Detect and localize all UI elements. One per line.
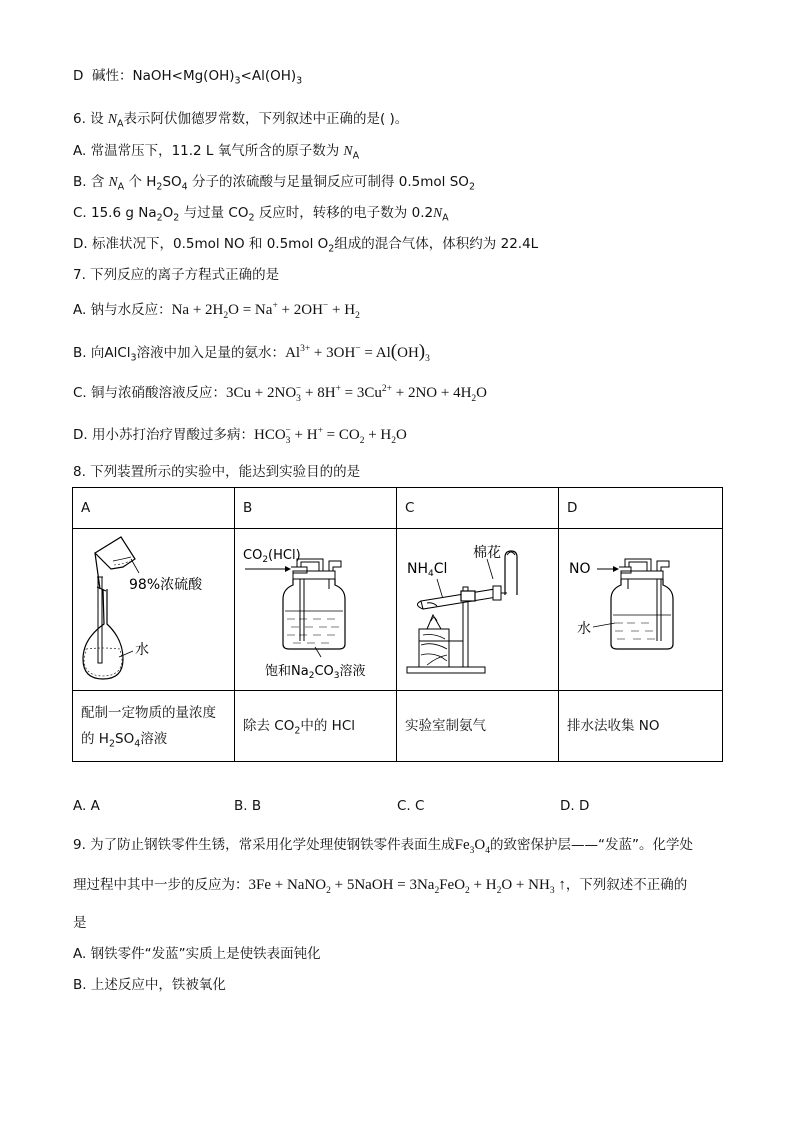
gas-washing-bottle-d xyxy=(559,529,723,686)
q8-choices xyxy=(73,798,713,818)
q9-option-b: B. 上述反应中，铁被氧化 xyxy=(73,977,226,993)
q7-equation-c: $3Cu + 2NO_3^- + 8H^+ = 3Cu^{2+} + 2NO + 4H_2O$ xyxy=(226,384,488,404)
header-b: B xyxy=(235,488,397,529)
svg-text:NH4Cl: $NH_4Cl$ xyxy=(407,561,448,579)
q8-stem: 8. 下列装置所示的实验中，能达到实验目的的是 xyxy=(73,464,361,480)
q7-option-d: D. 用小苏打治疗胃酸过多病：$HCO_3^- + H^+ = CO_2 + H_2O$ xyxy=(73,426,407,446)
q8-apparatus-table xyxy=(72,487,723,762)
svg-text:CO2(HCl): $CO_2(HCl)$ xyxy=(243,548,301,565)
q7-option-c: C. 铜与浓硝酸溶液反应：$3Cu + 2NO_3^- + 8H^+ = 3Cu^{2+} + 2NO + 4H_2O$ xyxy=(73,384,488,404)
label-co2-b: CO xyxy=(243,548,263,563)
q7-equation-b: $Al^{3+} + 3OH^- = Al(OH)_3$ xyxy=(285,341,430,364)
q6-option-a: A. 常温常压下，11.2 L 氧气所含的原子数为 $N_A$ xyxy=(73,143,360,162)
desc-d: 排水法收集 NO xyxy=(559,691,723,762)
q9-stem-line3: 是 xyxy=(73,915,87,931)
label-na2co3-b: 饱和Na xyxy=(265,664,309,679)
svg-text:饱和Na2CO3溶液: 饱和$Na_2CO_3$溶液 xyxy=(265,664,366,681)
choice-a[interactable]: A. A xyxy=(73,798,100,814)
gas-washing-bottle-b xyxy=(235,529,397,686)
label-water-d: 水 xyxy=(577,621,591,637)
q7-equation-d: $HCO_3^- + H^+ = CO_2 + H_2O$ xyxy=(253,426,407,446)
q9-equation: 3Fe + NaNO$_2$ + 5NaOH = $3Na_2FeO_2 + H_2O + NH_3$ ↑ xyxy=(248,877,566,896)
q9-stem-line1: 9. 为了防止钢铁零件生锈，常采用化学处理使钢铁零件表面生成$Fe_3O_4$的致密保护层——“发蓝”。化学处 xyxy=(73,837,694,856)
q6-stem: 6. 设 $N_A$表示阿伏伽德罗常数，下列叙述中正确的是( )。 xyxy=(73,111,409,130)
choice-d[interactable]: D. D xyxy=(560,798,590,814)
label-cotton-c: 棉花 xyxy=(473,545,501,561)
desc-c: 实验室制氨气 xyxy=(397,691,559,762)
desc-b: 除去 $CO_2$中的 HCl xyxy=(235,691,397,762)
q6-option-b: B. 含 $N_A$ 个 $H_2SO_4$ 分子的浓硫酸与足量铜反应可制得 0.5mol $SO_2$ xyxy=(73,174,475,193)
q6-option-d: D. 标准状况下，0.5mol NO 和 0.5mol $O_2$组成的混合气体，体积约为 22.4L xyxy=(73,236,539,255)
label-nh4cl-c: NH xyxy=(407,561,428,577)
header-d: D xyxy=(559,488,723,529)
figure-d xyxy=(559,529,723,691)
q7-stem: 7. 下列反应的离子方程式正确的是 xyxy=(73,267,280,283)
q7-option-a: A. 钠与水反应：$Na + 2H_2O = Na^+ + 2OH^- + H_2$ xyxy=(73,301,360,321)
desc-a: 配制一定物质的量浓度 的 $H_2SO_4$溶液 xyxy=(73,691,235,762)
label-no-d: NO xyxy=(569,561,591,577)
choice-b[interactable]: B. B xyxy=(234,798,262,814)
q9-stem-line2: 理过程中其中一步的反应为：3Fe + NaNO$_2$ + 5NaOH = $3Na_2FeO_2 + H_2O + NH_3$ ↑，下列叙述不正确的 xyxy=(73,877,688,896)
volumetric-flask-diagram xyxy=(73,529,235,686)
header-c: C xyxy=(397,488,559,529)
q5-option-d: D 碱性：$NaOH<Mg(OH)_3<Al(OH)_3$ xyxy=(73,68,303,87)
q7-option-b: B. 向AlCl$_3$溶液中加入足量的氨水：$Al^{3+} + 3OH^- = Al(OH)_3$ xyxy=(73,341,430,364)
q7-equation-a: $Na + 2H_2O = Na^+ + 2OH^- + H_2$ xyxy=(171,301,360,321)
figure-b xyxy=(235,529,397,691)
header-a: A xyxy=(73,488,235,529)
figure-c xyxy=(397,529,559,691)
q6-option-c: C. 15.6 g $Na_2O_2$ 与过量 $CO_2$ 反应时，转移的电子数为 $0.2N_A$ xyxy=(73,205,449,224)
figure-a xyxy=(73,529,235,691)
label-water-a: 水 xyxy=(135,642,149,658)
choice-c[interactable]: C. C xyxy=(397,798,425,814)
ammonia-heating-diagram xyxy=(397,529,559,686)
fe3o4-formula: $Fe_3O_4$ xyxy=(454,837,491,856)
label-98-acid: 98%浓硫酸 xyxy=(129,577,203,593)
q9-option-a: A. 钢铁零件“发蓝”实质上是使铁表面钝化 xyxy=(73,946,321,962)
